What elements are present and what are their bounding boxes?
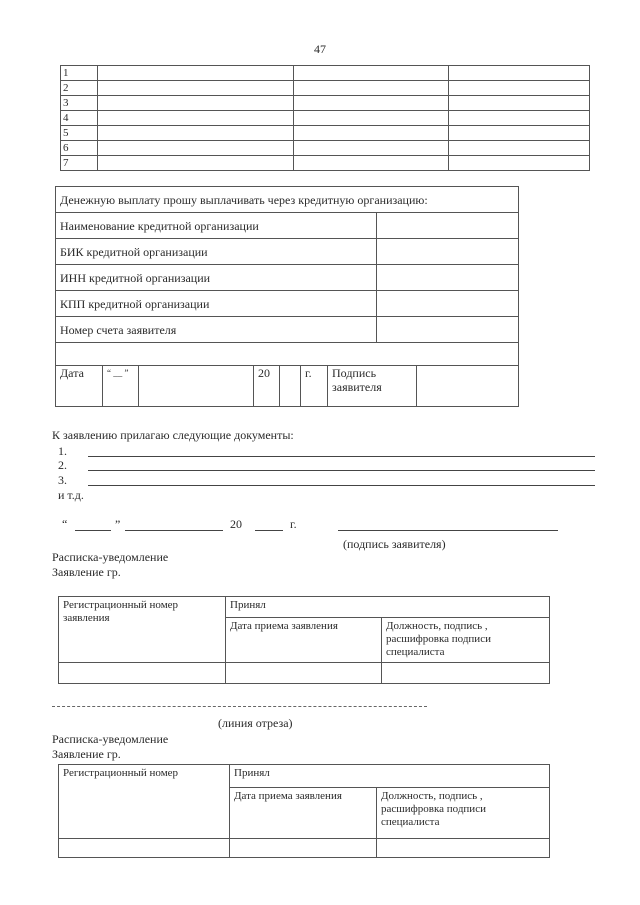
receipt2-table xyxy=(58,764,550,858)
bik-label: БИК кредитной организации xyxy=(56,239,377,265)
sig-year-line[interactable] xyxy=(255,530,283,531)
bik-value[interactable] xyxy=(377,239,519,265)
row-cell[interactable] xyxy=(449,141,590,156)
kpp-value[interactable] xyxy=(377,291,519,317)
receipt2-title: Расписка-уведомление xyxy=(52,732,169,746)
attachment-item-3-line[interactable] xyxy=(88,485,595,486)
row-number: 1 xyxy=(61,66,98,81)
receipt2-subtitle: Заявление гр. xyxy=(52,747,121,761)
receipt1-position-value[interactable] xyxy=(382,663,550,684)
sig-close-quote: ” xyxy=(115,517,121,531)
row-cell[interactable] xyxy=(449,156,590,171)
date-label: Дата xyxy=(56,366,103,406)
attachment-item-1-label: 1. xyxy=(58,444,67,458)
cut-line-caption: (линия отреза) xyxy=(218,716,293,730)
signature-label: Подпись заявителя xyxy=(328,366,417,406)
receipt2-date-received: Дата приема заявления xyxy=(230,788,377,839)
row-cell[interactable] xyxy=(294,66,449,81)
sig-caption: (подпись заявителя) xyxy=(343,537,446,551)
sig-signature-line[interactable] xyxy=(338,530,558,531)
row-number: 3 xyxy=(61,96,98,111)
numbered-row xyxy=(61,126,590,141)
receipt1-reg-value[interactable] xyxy=(59,663,226,684)
attachment-item-2-label: 2. xyxy=(58,458,67,472)
empty-row xyxy=(56,343,519,366)
row-cell[interactable] xyxy=(98,96,294,111)
row-number: 7 xyxy=(61,156,98,171)
cut-line xyxy=(52,706,427,707)
date-day[interactable]: “ __ ” xyxy=(103,366,139,406)
year-suffix: г. xyxy=(301,366,328,406)
receipt1-date-received: Дата приема заявления xyxy=(226,618,382,663)
receipt2-reg-number: Регистрационный номер xyxy=(59,765,230,839)
row-cell[interactable] xyxy=(449,126,590,141)
year-value[interactable] xyxy=(280,366,301,406)
bank-name-label: Наименование кредитной организации xyxy=(56,213,377,239)
row-cell[interactable] xyxy=(294,81,449,96)
account-value[interactable] xyxy=(377,317,519,343)
row-cell[interactable] xyxy=(294,156,449,171)
row-cell[interactable] xyxy=(98,141,294,156)
kpp-label: КПП кредитной организации xyxy=(56,291,377,317)
receipt1-table xyxy=(58,596,550,684)
row-cell[interactable] xyxy=(294,141,449,156)
receipt2-position: Должность, подпись , расшифровка подписи специалиста xyxy=(377,788,550,839)
numbered-row xyxy=(61,96,590,111)
sig-year-prefix: 20 xyxy=(230,517,242,531)
receipt2-accepted: Принял xyxy=(230,765,550,788)
row-cell[interactable] xyxy=(98,111,294,126)
attachments-intro: К заявлению прилагаю следующие документы: xyxy=(52,428,294,442)
row-number: 5 xyxy=(61,126,98,141)
row-cell[interactable] xyxy=(98,81,294,96)
receipt1-date-value[interactable] xyxy=(226,663,382,684)
attachment-item-2-line[interactable] xyxy=(88,470,595,471)
row-cell[interactable] xyxy=(294,111,449,126)
sig-month-line[interactable] xyxy=(125,530,223,531)
row-cell[interactable] xyxy=(98,66,294,81)
row-cell[interactable] xyxy=(449,111,590,126)
row-cell[interactable] xyxy=(294,126,449,141)
page-number: 47 xyxy=(314,42,326,56)
numbered-row xyxy=(61,81,590,96)
attachment-item-1-line[interactable] xyxy=(88,456,595,457)
receipt2-reg-value[interactable] xyxy=(59,839,230,858)
sig-year-suffix: г. xyxy=(290,517,297,531)
numbered-row xyxy=(61,156,590,171)
signature-value[interactable] xyxy=(417,366,519,406)
receipt2-date-value[interactable] xyxy=(230,839,377,858)
receipt1-title: Расписка-уведомление xyxy=(52,550,169,564)
bank-header: Денежную выплату прошу выплачивать через кредитную организацию: xyxy=(56,187,519,213)
account-label: Номер счета заявителя xyxy=(56,317,377,343)
date-month[interactable] xyxy=(139,366,254,406)
attachments-etc: и т.д. xyxy=(58,488,84,502)
numbered-table xyxy=(60,65,590,171)
receipt1-subtitle: Заявление гр. xyxy=(52,565,121,579)
row-number: 2 xyxy=(61,81,98,96)
row-number: 6 xyxy=(61,141,98,156)
year-prefix: 20 xyxy=(254,366,280,406)
sig-day-line[interactable] xyxy=(75,530,111,531)
numbered-row xyxy=(61,141,590,156)
row-cell[interactable] xyxy=(98,156,294,171)
bank-details-table xyxy=(55,186,519,407)
inn-value[interactable] xyxy=(377,265,519,291)
bank-name-value[interactable] xyxy=(377,213,519,239)
inn-label: ИНН кредитной организации xyxy=(56,265,377,291)
numbered-row xyxy=(61,111,590,126)
receipt1-reg-number: Регистрационный номер заявления xyxy=(59,597,226,663)
attachment-item-3-label: 3. xyxy=(58,473,67,487)
row-cell[interactable] xyxy=(449,66,590,81)
row-cell[interactable] xyxy=(449,96,590,111)
numbered-row xyxy=(61,66,590,81)
row-number: 4 xyxy=(61,111,98,126)
sig-open-quote: “ xyxy=(62,517,68,531)
receipt2-position-value[interactable] xyxy=(377,839,550,858)
row-cell[interactable] xyxy=(294,96,449,111)
row-cell[interactable] xyxy=(449,81,590,96)
receipt1-position: Должность, подпись , расшифровка подписи специалиста xyxy=(382,618,550,663)
row-cell[interactable] xyxy=(98,126,294,141)
receipt1-accepted: Принял xyxy=(226,597,550,618)
